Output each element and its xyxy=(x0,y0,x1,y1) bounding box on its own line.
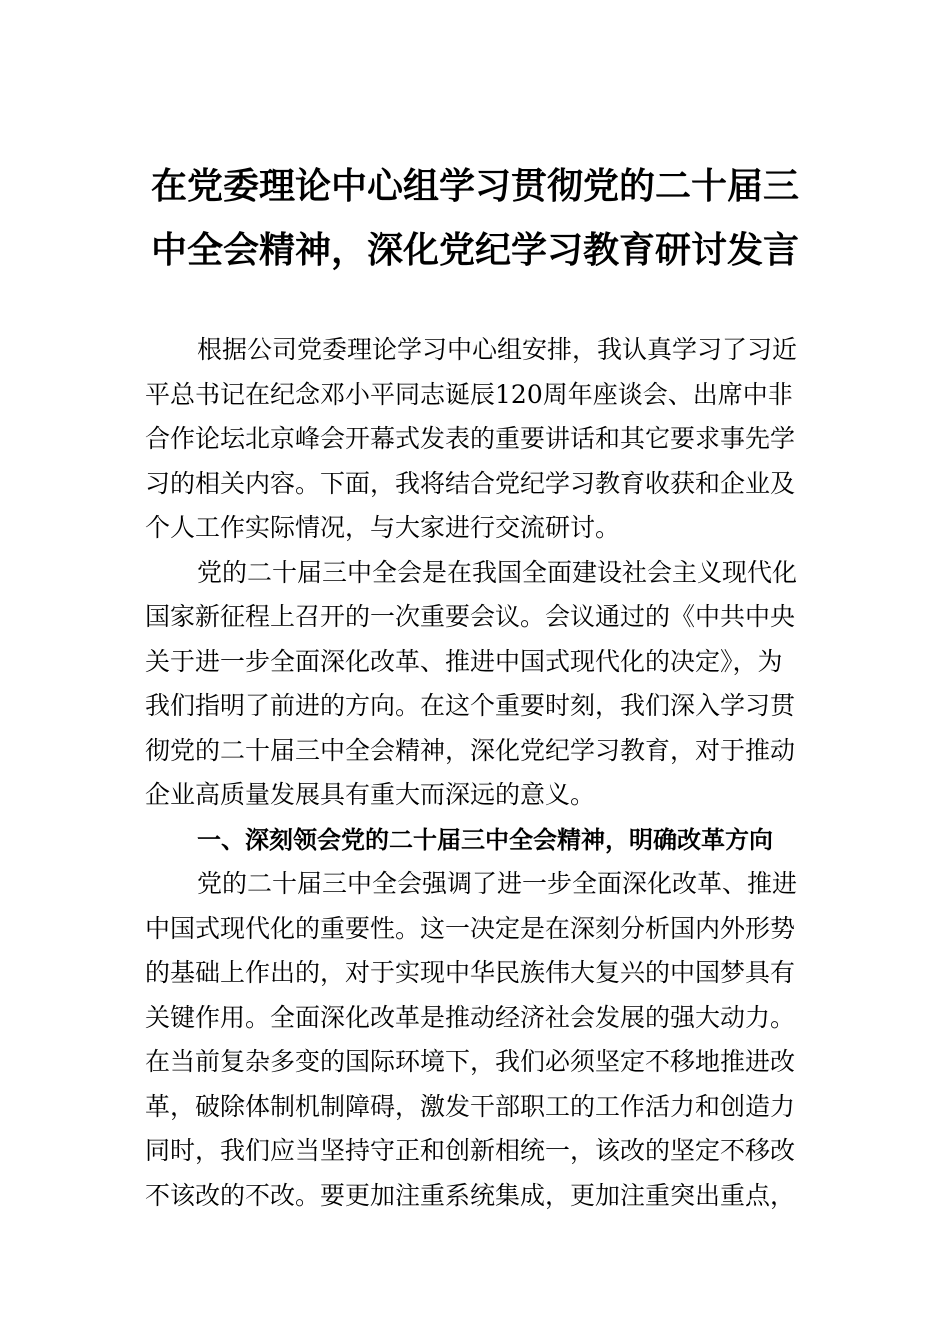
body-line: 企业高质量发展具有重大而深远的意义。 xyxy=(145,780,596,809)
body-line: 党的二十届三中全会强调了进一步全面深化改革、推进 xyxy=(197,869,798,898)
body-line: 彻党的二十届三中全会精神，深化党纪学习教育，对于推动 xyxy=(145,736,796,765)
body-line: 不该改的不改。要更加注重系统集成，更加注重突出重点， xyxy=(145,1181,796,1210)
body-line: 根据公司党委理论学习中心组安排，我认真学习了习近 xyxy=(197,335,798,364)
body-line: 关于进一步全面深化改革、推进中国式现代化的决定》，为 xyxy=(145,647,783,676)
document-title-line-2: 中全会精神，深化党纪学习教育研讨发言 xyxy=(150,229,799,271)
body-line: 我们指明了前进的方向。在这个重要时刻，我们深入学习贯 xyxy=(145,691,796,720)
body-line: 个人工作实际情况，与大家进行交流研讨。 xyxy=(145,513,621,542)
body-line: 习的相关内容。下面，我将结合党纪学习教育收获和企业及 xyxy=(145,469,796,498)
body-line: 在当前复杂多变的国际环境下，我们必须坚定不移地推进改 xyxy=(145,1047,796,1076)
body-line: 合作论坛北京峰会开幕式发表的重要讲话和其它要求事先学 xyxy=(145,424,796,453)
document-title-line-1: 在党委理论中心组学习贯彻党的二十届三 xyxy=(150,165,799,207)
body-line: 革，破除体制机制障碍，激发干部职工的工作活力和创造力 xyxy=(145,1092,796,1121)
section-heading: 一、深刻领会党的二十届三中全会精神，明确改革方向 xyxy=(197,826,773,854)
body-line: 平总书记在纪念邓小平同志诞辰120周年座谈会、出席中非 xyxy=(145,380,793,409)
body-line: 中国式现代化的重要性。这一决定是在深刻分析国内外形势 xyxy=(145,914,796,943)
body-line: 的基础上作出的，对于实现中华民族伟大复兴的中国梦具有 xyxy=(145,958,796,987)
body-line: 关键作用。全面深化改革是推动经济社会发展的强大动力。 xyxy=(145,1003,796,1032)
body-line: 国家新征程上召开的一次重要会议。会议通过的《中共中央 xyxy=(145,602,796,631)
body-line: 同时，我们应当坚持守正和创新相统一，该改的坚定不移改 xyxy=(145,1136,796,1165)
body-line: 党的二十届三中全会是在我国全面建设社会主义现代化 xyxy=(197,558,798,587)
